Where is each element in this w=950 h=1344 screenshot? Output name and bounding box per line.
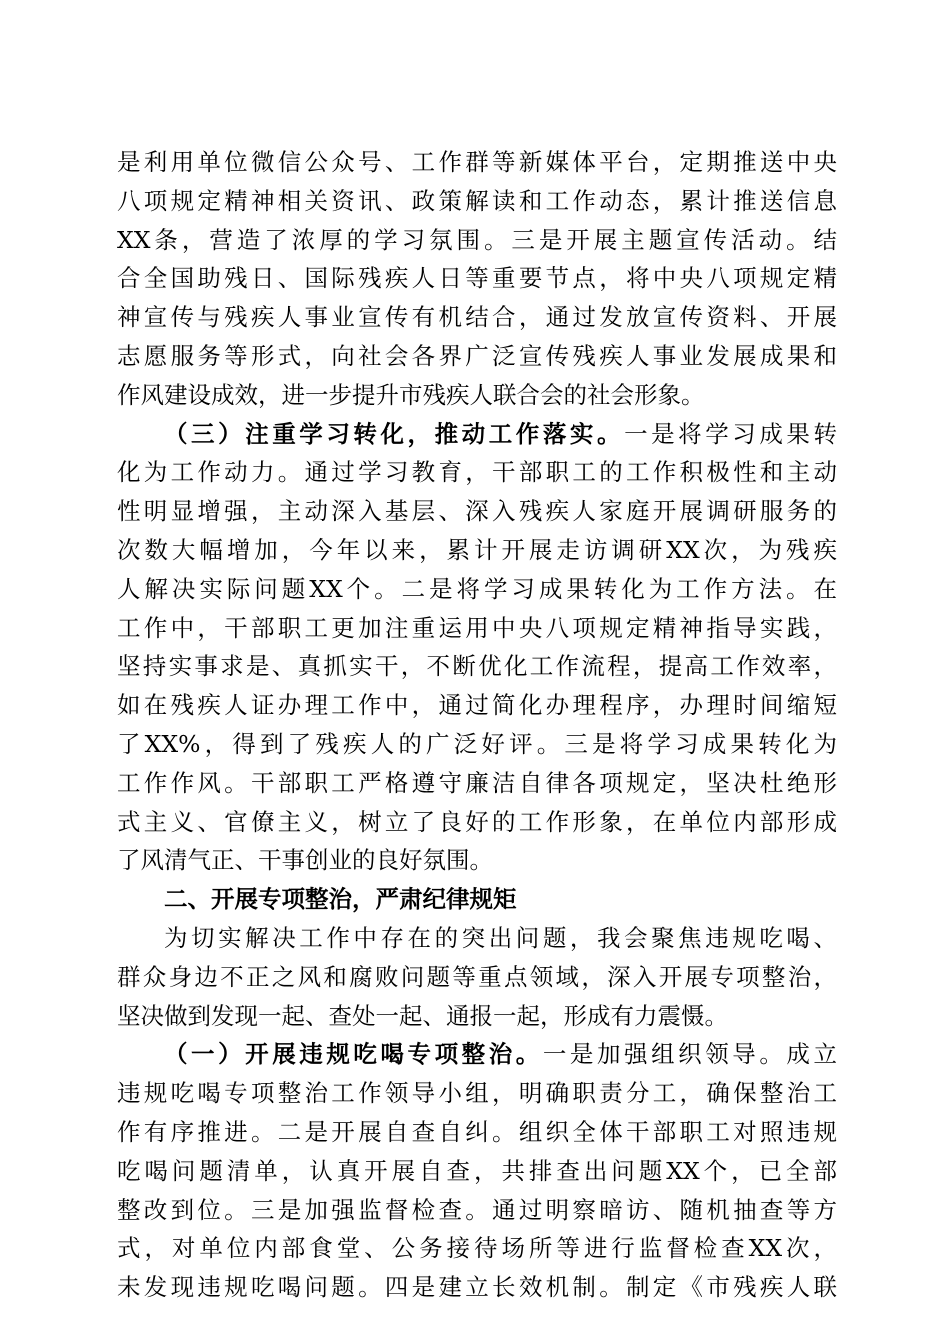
line-text: 人解决实际问题XX个。二是将学习成果转化为工作方法。在	[117, 574, 837, 603]
text-line	[117, 493, 837, 529]
line-text: 工作作风。干部职工严格遵守廉洁自律各项规定，坚决杜绝形	[117, 768, 837, 797]
line-text: 是利用单位微信公众号、工作群等新媒体平台，定期推送中央	[117, 148, 837, 176]
text-line	[164, 1036, 837, 1072]
line-text: 一是加强组织领导。成立	[542, 1040, 837, 1069]
text-line	[117, 842, 837, 878]
text-line	[117, 338, 837, 374]
line-text: 性明显增强，主动深入基层、深入残疾人家庭开展调研服务的	[117, 497, 837, 526]
line-text: XX条，营造了浓厚的学习氛围。三是开展主题宣传活动。结	[117, 225, 837, 254]
line-text: 化为工作动力。通过学习教育，干部职工的工作积极性和主动	[117, 458, 837, 487]
line-text: 式，对单位内部食堂、公务接待场所等进行监督检查XX次，	[117, 1234, 837, 1263]
section-heading: 二、开展专项整治，严肃纪律规矩	[164, 885, 517, 914]
text-line	[117, 1192, 837, 1228]
line-text: 作有序推进。二是开展自查自纠。组织全体干部职工对照违规	[117, 1118, 837, 1146]
line-text: 坚决做到发现一起、查处一起、通报一起，形成有力震慑。	[117, 1001, 728, 1030]
text-line	[117, 144, 837, 180]
text-line	[164, 881, 837, 917]
text-line	[117, 183, 837, 219]
line-text: 群众身边不正之风和腐败问题等重点领域，深入开展专项整治，	[117, 962, 837, 991]
line-text: 合全国助残日、国际残疾人日等重要节点，将中央八项规定精	[117, 264, 837, 293]
text-line	[117, 222, 837, 258]
line-text: 次数大幅增加，今年以来，累计开展走访调研XX次，为残疾	[117, 536, 837, 564]
line-text: 了风清气正、干事创业的良好氛围。	[117, 846, 493, 875]
text-line	[117, 610, 837, 646]
line-text: 志愿服务等形式，向社会各界广泛宣传残疾人事业发展成果和	[117, 342, 837, 370]
text-line	[117, 571, 837, 607]
text-line	[117, 1114, 837, 1150]
text-line	[117, 804, 837, 840]
line-text: 一是将学习成果转	[624, 419, 837, 448]
text-line	[164, 416, 837, 452]
text-line	[117, 454, 837, 490]
line-text: 式主义、官僚主义，树立了良好的工作形象，在单位内部形成	[117, 807, 837, 836]
line-text: 作风建设成效，进一步提升市残疾人联合会的社会形象。	[117, 380, 705, 409]
text-line	[117, 687, 837, 723]
text-line	[117, 1269, 837, 1305]
text-line	[117, 998, 837, 1034]
text-line	[117, 1075, 837, 1111]
line-text: 神宣传与残疾人事业宣传有机结合，通过发放宣传资料、开展	[117, 303, 837, 332]
text-line	[117, 648, 837, 684]
text-line	[117, 260, 837, 296]
line-text: 了XX%，得到了残疾人的广泛好评。三是将学习成果转化为	[117, 730, 837, 758]
text-line	[117, 959, 837, 995]
text-line	[117, 726, 837, 762]
line-text: 坚持实事求是、真抓实干，不断优化工作流程，提高工作效率，	[117, 652, 837, 681]
text-line	[117, 765, 837, 801]
text-line	[117, 1153, 837, 1189]
line-text: 如在残疾人证办理工作中，通过简化办理程序，办理时间缩短	[117, 691, 837, 720]
text-line	[117, 299, 837, 335]
text-line	[164, 920, 837, 956]
text-line	[117, 1230, 837, 1266]
line-text: 吃喝问题清单，认真开展自查，共排查出问题XX个，已全部	[117, 1156, 837, 1185]
text-line	[117, 377, 837, 413]
line-text: 未发现违规吃喝问题。四是建立长效机制。制定《市残疾人联	[117, 1273, 837, 1302]
section-heading: （三）注重学习转化，推动工作落实。	[164, 419, 625, 448]
text-line	[117, 532, 837, 568]
line-text: 为切实解决工作中存在的突出问题，我会聚焦违规吃喝、	[164, 924, 837, 952]
section-heading: （一）开展违规吃喝专项整治。	[164, 1040, 543, 1069]
line-text: 八项规定精神相关资讯、政策解读和工作动态，累计推送信息	[117, 186, 837, 215]
line-text: 整改到位。三是加强监督检查。通过明察暗访、随机抽查等方	[117, 1195, 837, 1224]
line-text: 工作中，干部职工更加注重运用中央八项规定精神指导实践，	[117, 613, 837, 642]
line-text: 违规吃喝专项整治工作领导小组，明确职责分工，确保整治工	[117, 1079, 837, 1108]
